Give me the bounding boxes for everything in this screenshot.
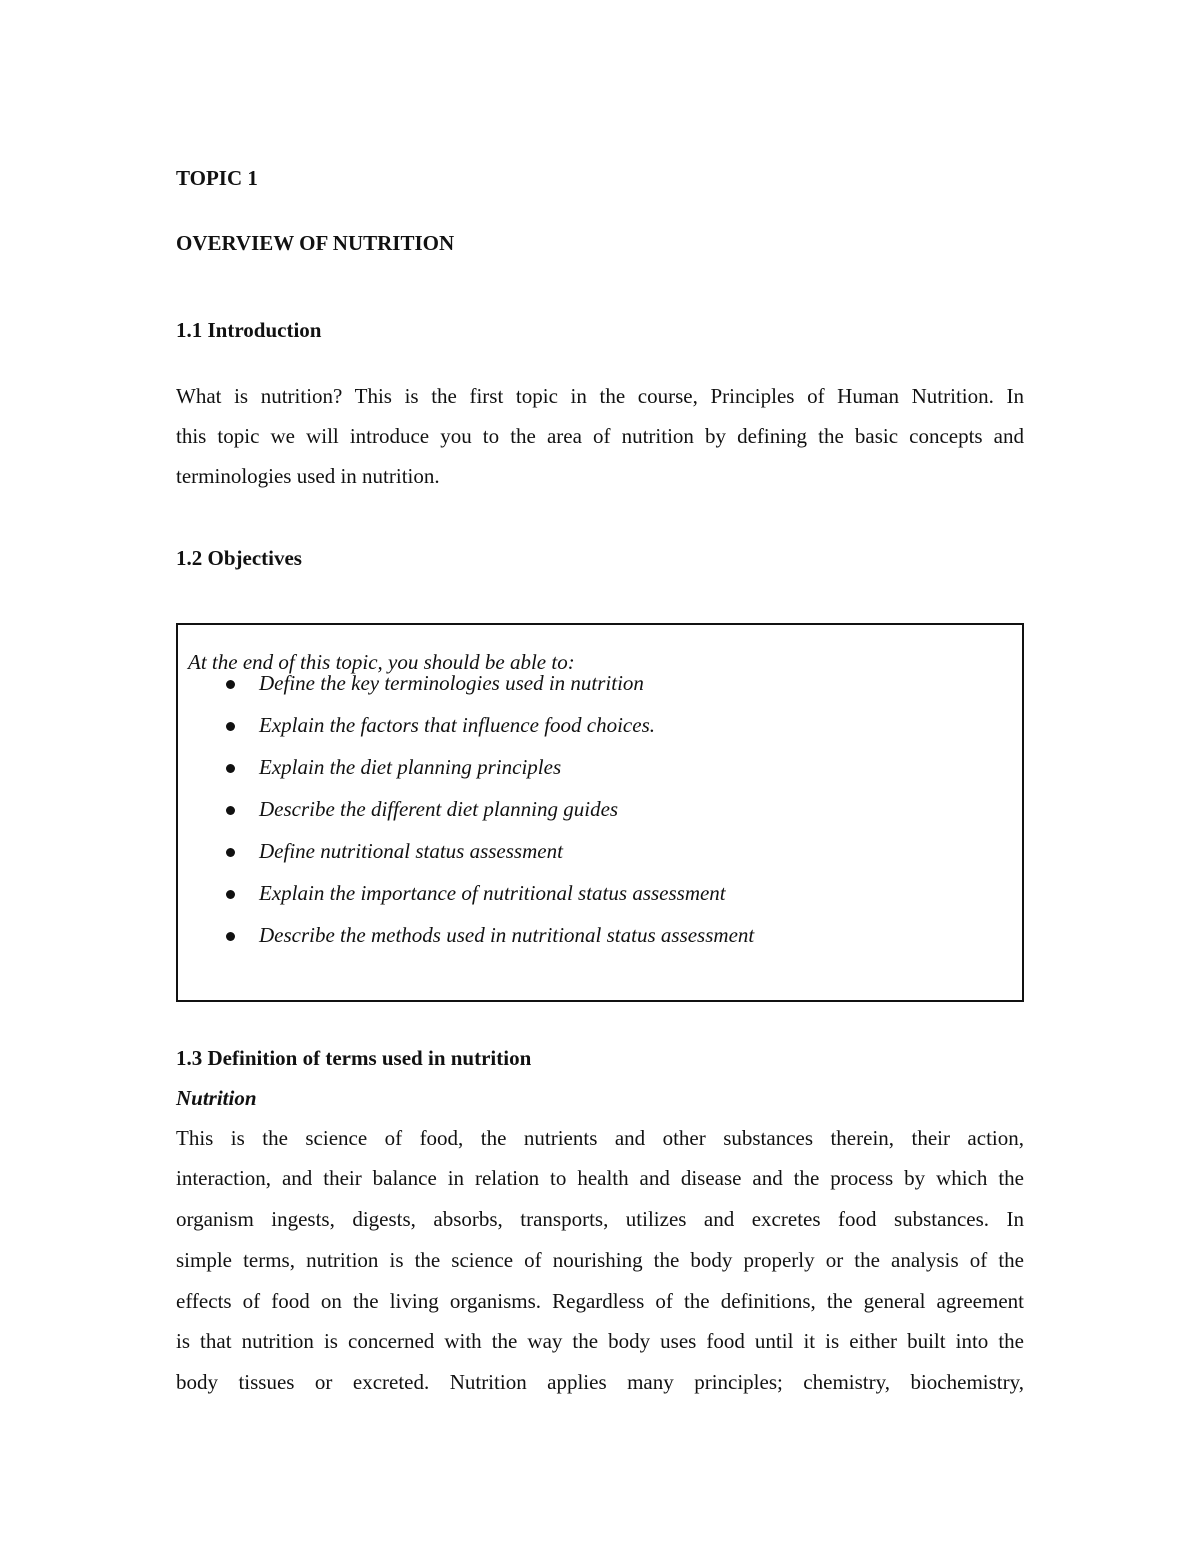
- paragraph-line: organism ingests, digests, absorbs, transports, utilizes and excretes food substances. In: [176, 1207, 1024, 1231]
- objective-text: Describe the different diet planning guides: [259, 797, 619, 821]
- paragraph-line: this topic we will introduce you to the area of nutrition by defining the basic concepts and: [176, 424, 1024, 448]
- paragraph-line: simple terms, nutrition is the science of nourishing the body properly or the analysis of the: [176, 1248, 1024, 1272]
- objectives-intro: At the end of this topic, you should be able to:: [188, 650, 575, 674]
- bullet-icon: [226, 764, 235, 773]
- bullet-icon: [226, 806, 235, 815]
- bullet-icon: [226, 932, 235, 941]
- paragraph-line: interaction, and their balance in relation to health and disease and the process by which the: [176, 1166, 1024, 1190]
- bullet-icon: [226, 848, 235, 857]
- objectives-box: [176, 623, 1024, 1002]
- paragraph-line: body tissues or excreted. Nutrition applies many principles; chemistry, biochemistry,: [176, 1370, 1024, 1394]
- objective-text: Explain the factors that influence food choices.: [259, 713, 655, 737]
- topic-title: OVERVIEW OF NUTRITION: [176, 231, 455, 255]
- objective-text: Explain the diet planning principles: [259, 755, 562, 779]
- section-definitions-heading: 1.3 Definition of terms used in nutrition: [176, 1046, 532, 1070]
- paragraph-line: is that nutrition is concerned with the way the body uses food until it is either built into the: [176, 1329, 1024, 1353]
- paragraph-line: This is the science of food, the nutrients and other substances therein, their action,: [176, 1126, 1024, 1150]
- section-intro-heading: 1.1 Introduction: [176, 318, 322, 342]
- term-subheading: Nutrition: [176, 1086, 257, 1110]
- paragraph-line: What is nutrition? This is the first topic in the course, Principles of Human Nutrition. In: [176, 384, 1024, 408]
- section-objectives-heading: 1.2 Objectives: [176, 546, 302, 570]
- objective-text: Describe the methods used in nutritional status assessment: [259, 923, 755, 947]
- paragraph-line: effects of food on the living organisms. Regardless of the definitions, the general agreement: [176, 1289, 1024, 1313]
- objective-text: Define nutritional status assessment: [259, 839, 563, 863]
- paragraph-line: terminologies used in nutrition.: [176, 464, 440, 488]
- bullet-icon: [226, 722, 235, 731]
- bullet-icon: [226, 680, 235, 689]
- topic-label: TOPIC 1: [176, 166, 258, 190]
- objective-text: Define the key terminologies used in nutrition: [259, 671, 644, 695]
- objective-text: Explain the importance of nutritional status assessment: [259, 881, 726, 905]
- bullet-icon: [226, 890, 235, 899]
